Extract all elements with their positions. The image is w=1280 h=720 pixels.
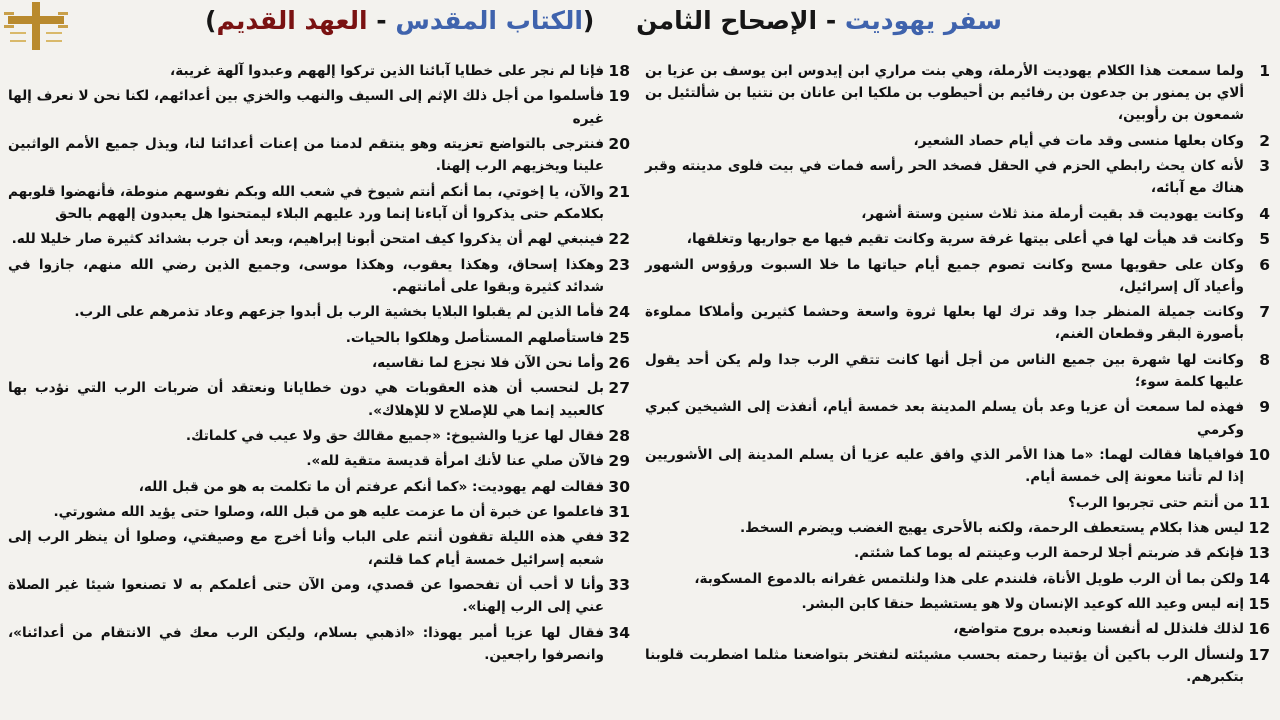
verse-text: فالآن صلي عنا لأنك امرأة قديسة متقية لله». xyxy=(306,453,604,470)
verse-text: فينبغي لهم أن يذكروا كيف امتحن أبونا إبراهيم، وبعد أن جرب بشدائد كثيرة صار خليلا لله. xyxy=(11,231,604,248)
verse xyxy=(645,349,1270,393)
verse-text: وأنا لا أحب أن تفحصوا عن قصدي، ومن الآن حتى أعلمكم به لا تصنعوا شيئا غير الصلاة عني إلى الرب إلهنا». xyxy=(8,577,604,616)
verse-text: وكانت لها شهرة بين جميع الناس من أجل أنها كانت تتقي الرب جدا ولم يكن أحد يقول عليها كلمة سوء؛ xyxy=(645,351,1244,390)
verse xyxy=(645,517,1270,539)
verse-text: فنترجى بالتواضع تعزيته وهو ينتقم لدمنا من إعنات أعدائنا لنا، ويذل جميع الأمم الواثبين علينا ويخزيهم الرب إلهنا. xyxy=(8,135,604,175)
verse xyxy=(645,254,1270,298)
bible-title xyxy=(205,6,594,35)
chapter-name: الإصحاح الثامن xyxy=(636,6,818,35)
verse-number: 27 xyxy=(608,379,630,398)
verse-text: وكانت قد هيأت لها في أعلى بيتها غرفة سرية وكانت تقيم فيها مع جواريها وتغلقها، xyxy=(686,231,1244,248)
verse-text: فوافياها فقالت لهما: «ما هذا الأمر الذي وافق عليه عزيا أن يسلم المدينة إلى الأشوريين إذا لم تأتنا معونة إلى خمسة أيام. xyxy=(645,446,1244,486)
verse-text: فاعلموا عن خبرة أن ما عزمت عليه هو من قبل الله، وصلوا حتى يؤيد الله مشورتي. xyxy=(53,504,604,521)
verse-number: 19 xyxy=(608,87,630,106)
verse xyxy=(645,618,1270,640)
verse-text: من أنتم حتى تجربوا الرب؟ xyxy=(1067,494,1244,511)
verse-text: فاستأصلهم المستأصل وهلكوا بالحيات. xyxy=(345,329,604,346)
verse-number: 1 xyxy=(1259,62,1270,80)
verse xyxy=(8,228,630,250)
verse-number: 34 xyxy=(608,623,630,642)
verse xyxy=(645,593,1270,615)
verse xyxy=(8,352,630,374)
verse xyxy=(645,228,1270,250)
verse xyxy=(645,60,1270,127)
verse-text: وهكذا إسحاق، وهكذا يعقوب، وهكذا موسى، وجميع الذين رضي الله منهم، جازوا في شدائد كثيرة وبقوا على أمانتهم. xyxy=(8,256,604,295)
verse-number: 28 xyxy=(608,426,630,445)
bible-title-part1: الكتاب المقدس xyxy=(395,6,583,35)
verse-number: 13 xyxy=(1248,544,1270,563)
verse-number: 25 xyxy=(608,328,630,347)
verse xyxy=(8,476,630,498)
chapter-title xyxy=(636,6,1002,35)
verses-column-right xyxy=(645,60,1270,691)
verse-text: إنه ليس وعيد الله كوعيد الإنسان ولا هو يستشيط حنقا كابن البشر. xyxy=(801,596,1244,613)
paren-open: ( xyxy=(582,6,595,35)
page-header xyxy=(0,0,1280,58)
verse-text: ليس هذا بكلام يستعطف الرحمة، ولكنه بالأحرى يهيج الغضب ويضرم السخط. xyxy=(740,519,1244,536)
verse-number: 17 xyxy=(1248,645,1270,664)
verse-text: بل لنحسب أن هذه العقوبات هي دون خطايانا ونعتقد أن ضربات الرب التي نؤدب بها كالعبيد إنما هي للإصلاح لا للإهلاك». xyxy=(8,380,604,419)
verse-number: 23 xyxy=(608,255,630,274)
verse-number: 22 xyxy=(608,230,630,249)
verse-text: فإنكم قد ضربتم أجلا لرحمة الرب وعينتم له يوما كما شئتم. xyxy=(854,545,1244,562)
verse-number: 31 xyxy=(608,503,630,522)
verse-number: 9 xyxy=(1259,398,1270,417)
verse-number: 7 xyxy=(1259,303,1270,322)
verse xyxy=(8,85,630,129)
verse-number: 33 xyxy=(608,576,630,595)
verse xyxy=(8,327,630,349)
verse xyxy=(8,526,630,570)
verse-text: ففي هذه الليلة تقفون أنتم على الباب وأنا أخرج مع وصيفتي، وصلوا أن ينظر الرب إلى شعبه إسرائيل خمسة أيام كما قلتم، xyxy=(8,529,604,568)
verse xyxy=(8,622,630,666)
verse xyxy=(8,450,630,472)
verse-text: فأما الذين لم يقبلوا البلايا بخشية الرب بل أبدوا جزعهم وعاد تذمرهم على الرب. xyxy=(74,304,604,321)
verse-text: فأسلموا من أجل ذلك الإثم إلى السيف والنهب والخزي بين أعدائهم، لكنا نحن لا نعرف إلها غيره xyxy=(8,88,604,127)
verse-text: فقال لها عزيا أمير يهوذا: «اذهبي بسلام، وليكن الرب معك في الانتقام من أعدائنا»، وانصرفوا راجعين. xyxy=(8,624,604,663)
verse-number: 10 xyxy=(1248,445,1270,464)
verse-number: 3 xyxy=(1259,157,1270,176)
verse xyxy=(645,130,1270,152)
verse-number: 16 xyxy=(1248,620,1270,639)
verse xyxy=(645,542,1270,564)
verse-text: وكان بعلها منسى وقد مات في أيام حصاد الشعير، xyxy=(913,132,1244,149)
verse-number: 14 xyxy=(1248,569,1270,588)
verse xyxy=(8,133,630,177)
verse-text: لذلك فلنذلل له أنفسنا ونعبده بروح متواضع، xyxy=(953,621,1244,638)
verse-number: 6 xyxy=(1259,255,1270,274)
verse-text: ولكن بما أن الرب طويل الأناة، فلنندم على هذا ولنلتمس غفرانه بالدموع المسكوبة، xyxy=(694,570,1244,587)
verse-text: وكانت يهوديت قد بقيت أرملة منذ ثلاث سنين وستة أشهر، xyxy=(861,205,1244,222)
verse xyxy=(645,396,1270,440)
verse-number: 18 xyxy=(608,62,630,80)
verse-number: 24 xyxy=(608,303,630,322)
verse-number: 15 xyxy=(1248,595,1270,614)
verse xyxy=(645,203,1270,225)
verse-number: 12 xyxy=(1248,518,1270,537)
coptic-cross-logo-icon xyxy=(4,2,68,50)
verse-text: وأما نحن الآن فلا نجزع لما نقاسيه، xyxy=(371,354,604,371)
verse-text: فقالت لهم يهوديت: «كما أنكم عرفتم أن ما تكلمت به هو من قبل الله، xyxy=(138,478,604,495)
book-name: سفر يهوديت xyxy=(844,6,1002,35)
paren-close: ) xyxy=(205,6,217,35)
verse xyxy=(8,301,630,323)
verse-text: والآن، يا إخوتي، بما أنكم أنتم شيوخ في شعب الله وبكم نفوسهم منوطة، فأنهضوا قلوبهم بكلامكم حتى يذكروا أن آباءنا إنما ورد عليهم البلاء ليمتحنوا هل يعبدون إلههم بالحق xyxy=(8,183,604,222)
verse xyxy=(8,501,630,523)
verse-number: 26 xyxy=(608,353,630,372)
bible-title-separator: - xyxy=(367,6,396,35)
verse xyxy=(645,444,1270,488)
verse xyxy=(645,155,1270,199)
verse xyxy=(8,377,630,421)
verse-number: 11 xyxy=(1248,493,1270,512)
verse xyxy=(8,254,630,298)
verse-number: 21 xyxy=(608,182,630,201)
verse-number: 5 xyxy=(1259,230,1270,249)
verse-number: 29 xyxy=(608,452,630,471)
verse-number: 30 xyxy=(608,477,630,496)
verse-text: فقال لها عزيا والشيوخ: «جميع مقالك حق ولا عيب في كلماتك. xyxy=(185,427,604,444)
verse-number: 4 xyxy=(1259,204,1270,223)
verse-number: 32 xyxy=(608,528,630,547)
cross-logo-graphic xyxy=(4,2,68,50)
verse xyxy=(8,574,630,618)
bible-title-part2: العهد القديم xyxy=(216,6,368,35)
verse-text: فإنا لم نجر على خطايا آبائنا الذين تركوا إلههم وعبدوا آلهة غريبة، xyxy=(170,63,604,79)
verse-text: فهذه لما سمعت أن عزيا وعد بأن يسلم المدينة بعد خمسة أيام، أنفذت إلى الشيخين كبري وكرمي xyxy=(645,399,1244,438)
verse xyxy=(8,425,630,447)
verses-column-left xyxy=(8,60,630,669)
verse-text: وكان على حقويها مسح وكانت تصوم جميع أيام حياتها ما خلا السبوت ورؤوس الشهور وأعياد آل إسرائيل، xyxy=(645,256,1244,295)
verse xyxy=(645,301,1270,345)
chapter-title-separator: - xyxy=(817,6,845,35)
verse xyxy=(645,644,1270,688)
verse xyxy=(645,568,1270,590)
verse-text: ولنسأل الرب باكين أن يؤتينا رحمته بحسب مشيئته لنفتخر بتواضعنا مثلما اضطربت قلوبنا بتكبرهم. xyxy=(645,646,1244,686)
verse xyxy=(8,60,630,82)
verse xyxy=(645,492,1270,514)
verse-number: 20 xyxy=(608,134,630,153)
verse-text: وكانت جميلة المنظر جدا وقد ترك لها بعلها ثروة واسعة وحشما كثيرين وأملاكا مملوءة بأصورة البقر وقطعان الغنم، xyxy=(645,304,1244,343)
verse-text: ولما سمعت هذا الكلام يهوديت الأرملة، وهي بنت مراري ابن إيدوس ابن يوسف بن عزيا بن ألاي بن يمنور بن جدعون بن رفائيم بن أحيطوب بن ملكيا ابن عانان بن نتنيا بن شألتئيل بن شمعون بن رأوبين، xyxy=(645,63,1244,124)
verse-number: 8 xyxy=(1259,350,1270,369)
verse-text: لأنه كان يحث رابطي الحزم في الحقل فصخد الحر رأسه فمات في بيت فلوى مدينته وقبر هناك مع آبائه، xyxy=(645,158,1244,197)
verse xyxy=(8,181,630,225)
verse-number: 2 xyxy=(1259,131,1270,150)
